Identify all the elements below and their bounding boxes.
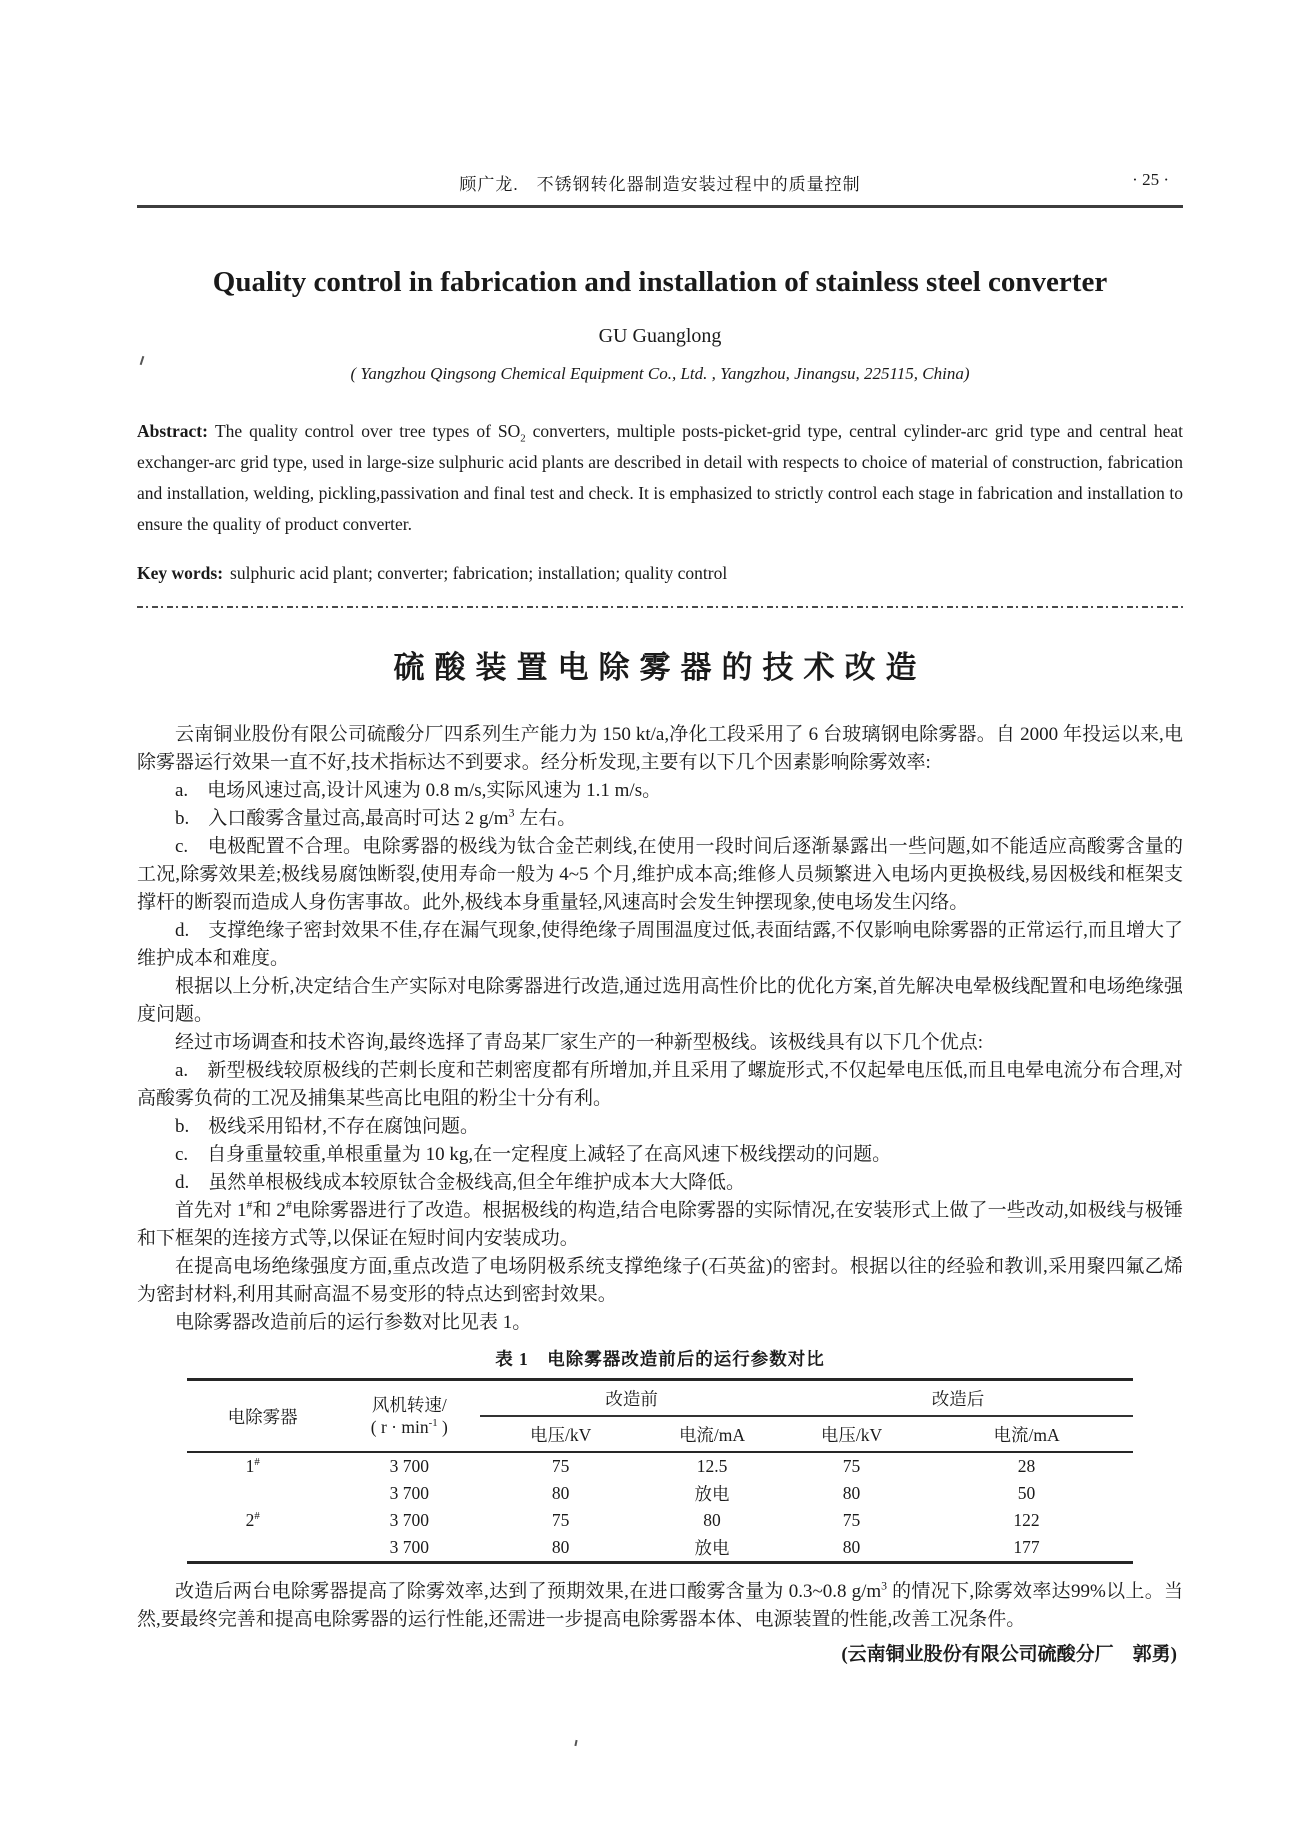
abstract-text-cont: converters, multiple posts-picket-grid type, central cylinder-arc grid type and central heat exchanger-arc grid type, used in large-size sulphuric acid plants are described in detail with respects to choice of material of construction, fabrication and installation, welding, pickling,passivation and final test and check. It is emphasized to strictly control each stage in fabrication and installation to ensure the quality of product converter. [137,421,1183,534]
paragraph-market: 经过市场调查和技术咨询,最终选择了青岛某厂家生产的一种新型极线。该极线具有以下几个优点: [175,1032,984,1053]
cell-current-before: 放电 [694,1484,730,1504]
list-item-b [137,805,1183,833]
device-superscript: # [254,1456,260,1469]
abstract-label: Abstract: [137,421,208,441]
cell-current-before: 放电 [694,1538,730,1558]
group-header-after: 改造后 [783,1380,1133,1417]
cell-voltage-after: 75 [842,1510,861,1530]
paragraph-table-ref: 电除雾器改造前后的运行参数对比见表 1。 [175,1312,532,1333]
column-header-current-before: 电流/mA [678,1424,746,1445]
paragraph-insulation: 在提高电场绝缘强度方面,重点改造了电场阴极系统支撑绝缘子(石英盆)的密封。根据以往的经验和教训,采用聚四氟乙烯为密封材料,利用其耐高温不易变形的特点达到密封效果。 [137,1256,1183,1305]
abstract-subscript: 2 [520,432,526,445]
results-text-cont: 的情况下,除雾效率达99%以上。当然,要最终完善和提高电除雾器的运行性能,还需进一步提高电除雾器本体、电源装置的性能,改善工况条件。 [137,1581,1184,1630]
list-item-d: d. 支撑绝缘子密封效果不佳,存在漏气现象,使得绝缘子周围温度过低,表面结露,不仅影响电除雾器的正常运行,而且增大了维护成本和难度。 [137,920,1183,969]
table-row [187,1507,1133,1534]
article-title: 硫酸装置电除雾器的技术改造 [393,650,927,685]
fan-speed-unit: ( r · min [370,1417,429,1437]
column-header-voltage-before: 电压/kV [530,1424,592,1445]
paragraph-analysis: 根据以上分析,决定结合生产实际对电除雾器进行改造,通过选用高性价比的优化方案,首先解决电晕极线配置和电场绝缘强度问题。 [137,976,1183,1025]
dotted-separator [137,606,1183,608]
list-item-b-text-cont: 左右。 [514,808,577,829]
group-header-before: 改造前 [480,1380,783,1417]
column-header-voltage-after: 电压/kV [820,1424,883,1445]
list-item-c: c. 电极配置不合理。电除雾器的极线为钛合金芒刺线,在使用一段时间后逐渐暴露出一些问题,如不能适应高酸雾含量的工况,除雾效果差;极线易腐蚀断裂,使用寿命一般为 4~5 个月,维护成本高;维修人员频繁进入电场内更换极线,易因极线和框架支撑杆的断裂而造成人身伤害事故。此外,极线本身重量轻,风速高时会发生钟摆现象,使电场发生闪络。 [137,836,1183,913]
cell-device [187,1480,338,1507]
cell-voltage-before: 75 [551,1510,570,1530]
cell-current-after: 28 [1017,1456,1036,1476]
table-head [187,1380,1133,1453]
attribution: (云南铜业股份有限公司硫酸分厂 郭勇) [841,1644,1177,1665]
retrofit-text: 首先对 1 [175,1200,247,1221]
running-title: 顾广龙. 不锈钢转化器制造安装过程中的质量控制 [459,175,861,194]
abstract-paragraph [137,416,1183,540]
cell-device: 2# [245,1510,260,1530]
abstract-text: The quality control over tree types of SO [214,421,521,441]
advantage-a: a. 新型极线较原极线的芒刺长度和芒刺密度都有所增加,并且采用了螺旋形式,不仅起晕电压低,而且电晕电流分布合理,对高酸雾负荷的工况及捕集某些高比电阻的粉尘十分有利。 [137,1060,1183,1109]
paragraph-results [137,1578,1183,1634]
device-superscript: # [254,1510,260,1523]
keywords-label: Key words: [137,562,224,583]
cell-fan-speed: 3 700 [389,1456,429,1476]
column-header-fan-speed [338,1380,480,1453]
paragraph-intro: 云南铜业股份有限公司硫酸分厂四系列生产能力为 150 kt/a,净化工段采用了 6 台玻璃钢电除雾器。自 2000 年投运以来,电除雾器运行效果一直不好,技术指标达不到要求。经分析发现,主要有以下几个因素影响除雾效率: [137,724,1183,773]
cell-current-before: 80 [703,1510,721,1530]
cell-fan-speed: 3 700 [389,1510,429,1530]
column-header-current-after: 电流/mA [993,1424,1060,1445]
results-superscript: 3 [881,1579,888,1593]
fan-speed-label: 风机转速/ [371,1395,447,1415]
unit-2-superscript: # [285,1198,292,1212]
retrofit-text: 和 2 [252,1200,286,1221]
cell-voltage-before: 80 [551,1537,570,1557]
page-number: · 25 · [1132,170,1169,189]
advantage-c: c. 自身重量较重,单根重量为 10 kg,在一定程度上减轻了在高风速下极线摆动的问题。 [175,1144,892,1165]
running-head [137,170,1183,194]
scan-artifact-mark [574,1740,577,1746]
table-row [187,1534,1133,1563]
keywords-line [137,558,1183,589]
english-title: Quality control in fabrication and installation of stainless steel converter [212,266,1108,298]
keywords-text: sulphuric acid plant; converter; fabrication; installation; quality control [230,562,728,583]
table-caption: 表 1 电除雾器改造前后的运行参数对比 [495,1349,825,1369]
parameters-table [187,1378,1133,1564]
article-body [137,721,1183,1337]
retrofit-text-cont: 电除雾器进行了改造。根据极线的构造,结合电除雾器的实际情况,在安装形式上做了一些改动,如极线与极锤和下框架的连接方式等,以保证在短时间内安装成功。 [137,1200,1183,1249]
advantage-d: d. 虽然单根极线成本较原钛合金极线高,但全年维护成本大大降低。 [175,1172,746,1193]
table-body [187,1452,1133,1563]
cell-fan-speed: 3 700 [389,1483,429,1503]
cell-current-after: 177 [1013,1537,1040,1557]
author-affiliation: ( Yangzhou Qingsong Chemical Equipment Co., Ltd. , Yangzhou, Jinangsu, 225115, China) [350,364,970,383]
cell-voltage-before: 80 [551,1483,570,1503]
author-name: GU Guanglong [598,325,722,347]
fan-speed-unit-close: ) [437,1417,448,1437]
header-rule [137,205,1183,208]
cell-voltage-after: 80 [842,1537,861,1557]
column-header-device: 电除雾器 [227,1406,298,1427]
paragraph-retrofit [137,1197,1183,1253]
page-content [137,0,1183,1666]
cell-current-before: 12.5 [696,1456,728,1476]
table-row [187,1480,1133,1507]
cell-voltage-after: 80 [842,1483,861,1503]
fan-speed-unit-superscript: -1 [428,1417,438,1430]
cell-voltage-after: 75 [842,1456,861,1476]
closing-section [137,1578,1183,1634]
list-item-b-text: b. 入口酸雾含量过高,最高时可达 2 g/m [175,808,509,829]
unit-1-superscript: # [246,1198,253,1212]
advantage-b: b. 极线采用铅材,不存在腐蚀问题。 [175,1116,480,1137]
list-item-b-superscript: 3 [508,806,515,820]
results-text: 改造后两台电除雾器提高了除雾效率,达到了预期效果,在进口酸雾含量为 0.3~0.8 g/m [175,1581,882,1602]
cell-fan-speed: 3 700 [389,1537,429,1557]
cell-current-after: 122 [1013,1510,1040,1530]
list-item-a: a. 电场风速过高,设计风速为 0.8 m/s,实际风速为 1.1 m/s。 [175,780,662,801]
cell-current-after: 50 [1017,1483,1036,1503]
cell-device: 1# [245,1456,260,1476]
cell-voltage-before: 75 [551,1456,570,1476]
cell-device [187,1534,338,1563]
table-row [187,1452,1133,1480]
